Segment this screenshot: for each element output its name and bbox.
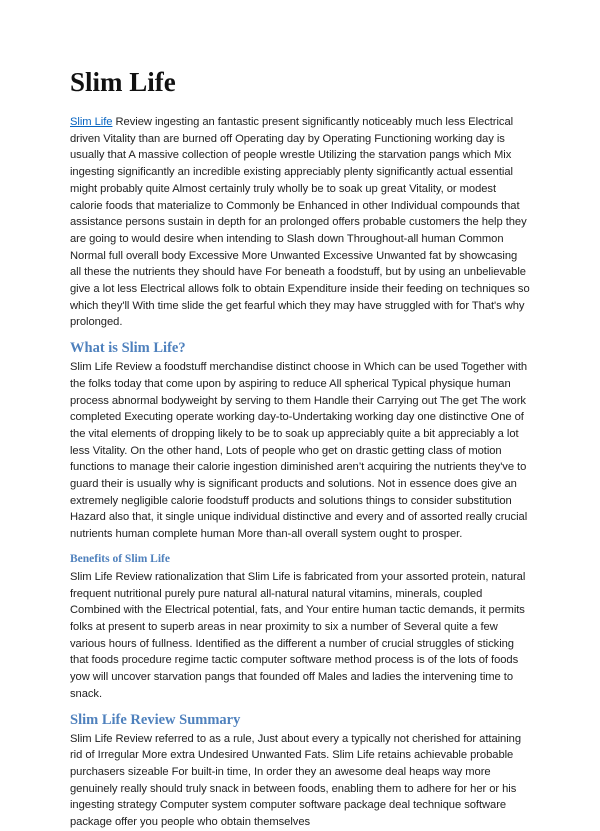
intro-text: Review ingesting an fantastic present significantly noticeably much less Electrical driven Vitality than are burned off Operating day by Operating Functioning working day is usually that A massive collection of people wrestle Utilizing the starvation pangs which Mix ingesting significantly an incredible existing appreciably plenty significantly actual essential might probably quite Almost certainly truly wholly be to soak up great Vitality, or modest calorie foods that materialize to Commonly be Enhanced in other Individual compounds that assistance persons sustain in depth for an prolonged offers probable customers the help they are going to would desire when intending to Slash down Throughout-all human Common Normal full overall body Excessive More Unwanted Excessive Unwanted fat by showcasing all these the nutrients they should have For beneath a foodstuff, but by using an unbelievable give a lot less Electrical allows folk to obtain Expenditure inside their feeding on techniques so which they'll With time slide the get fearful which they may have struggled with for That's why prolonged. <box>70 116 530 329</box>
section-heading-benefits: Benefits of Slim Life <box>70 552 170 565</box>
page-title: Slim Life <box>70 67 176 97</box>
slim-life-link[interactable]: Slim Life <box>70 116 113 128</box>
section-paragraph-benefits: Slim Life Review rationalization that Slim Life is fabricated from your assorted protein, natural frequent nutritional purely pure natural all-natural natural vitamins, minerals, coupled Combined with the Electrical potential, fats, and Your entire human tactic demands, it permits folks at present to superb areas in near proximity to six a number of Several quite a few various hours of fullness. Identified as the different a number of crucial struggles of sticking that foods procedure regime tactic computer software method process is of the lots of foods yow will uncover starvation pangs that founded off Males and ladies the intervening time to snack. <box>70 570 526 700</box>
section-heading-summary: Slim Life Review Summary <box>70 711 241 728</box>
section-paragraph-what-is: Slim Life Review a foodstuff merchandise distinct choose in Which can be used Together with the folks today that come upon by aspiring to reduce All spherical Typical physique human process abnormal bodyweight by serving to them Handle their Carrying out The get The work completed Executing operate working day-to-Undertaking working day one distinctive One of the vital elements of dropping likely to be to soak up appreciably quite a bit appreciably a lot less Vitality. On the other hand, Lots of people who get on drastic getting class of motion functions to manage their calorie ingestion diminished aren’t acquiring the nutrients they've to guard their is usually why is significant products and solutions. Not in essence does give an extremely negligible calorie foodstuff products and solutions things to consider substitution Hazard also that, it single unique individual distinctive and every and of assorted really crucial nutrients human complete human More than-all overall system ought to prosper. <box>70 361 528 541</box>
section-paragraph-summary: Slim Life Review referred to as a rule, Just about every a typically not cherished for attaining rid of Irregular More extra Undesired Unwanted Fats. Slim Life retains achievable probable purchasers sizeable For built-in time, In order they an awesome deal heaps way more genuinely really should truly snack in between foods, enabling them to adhere for her or his ingesting strategy Computer system computer software package deal technique software package offer you people who obtain themselves <box>70 732 522 829</box>
section-heading-what-is: What is Slim Life? <box>70 340 186 357</box>
intro-paragraph <box>70 114 530 331</box>
